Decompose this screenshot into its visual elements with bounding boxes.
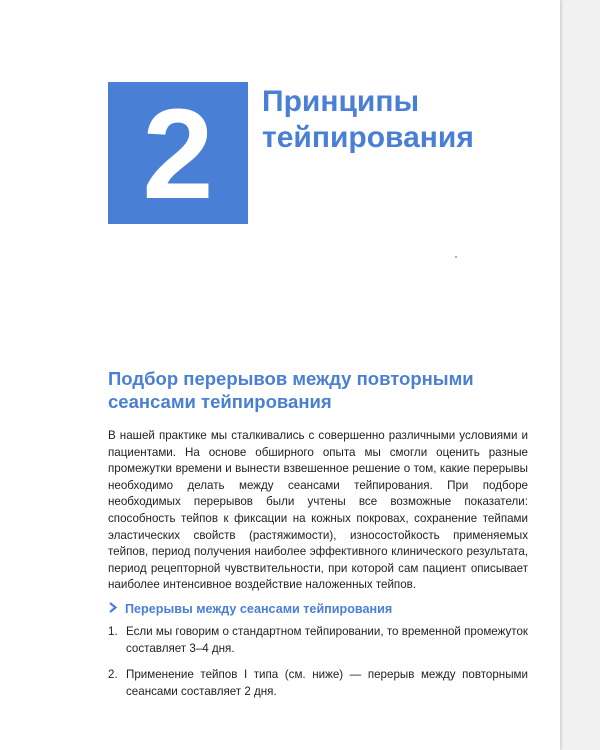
list-item-number: 1.: [108, 625, 118, 638]
chapter-title: [262, 84, 522, 156]
list-item: [108, 667, 528, 700]
list-item-text: Применение тейпов I типа (см. ниже) — перерыв между повторными сеансами составляет 2 дня.: [126, 668, 528, 698]
subsection-heading: [108, 601, 392, 617]
chevron-right-icon: [108, 601, 122, 617]
subsection-title: Перерывы между сеансами тейпирования: [125, 602, 393, 616]
chapter-title-line-2: тейпирования: [262, 121, 474, 154]
paragraph-text: В нашей практике мы сталкивались с совершенно различными условиями и пациентами. На основе обширного опыта мы смогли оценить разные промежутки времени и вынести взвешенное решение о том, какие перерывы необходимо делать между сеансами тейпирования. При подборе необходимых перерывов были учтены все возможные показатели: способность тейпов к фиксации на кожных покровах, сохранение тейпами эластических свойств (растяжимости), износостойкость применяемых тейпов, период получения наиболее эффективного клинического результата, период рецепторной чувствительности, при которой сам пациент описывает наиболее интенсивное воздействие наложенных тейпов.: [108, 429, 528, 592]
chapter-title-line-1: Принципы: [262, 85, 420, 118]
section-title: [108, 367, 528, 413]
section-title-line-1: Подбор перерывов между повторными: [108, 368, 474, 389]
section-title-line-2: сеансами тейпирования: [108, 391, 332, 412]
interval-list: [108, 624, 528, 710]
list-item-number: 2.: [108, 668, 118, 682]
chapter-number-box: [108, 82, 248, 224]
list-item: [108, 624, 528, 657]
list-item-text: Если мы говорим о стандартном тейпировании, то временной промежуток составляет 3–4 дня.: [126, 625, 528, 655]
chapter-number: 2: [142, 83, 214, 226]
section-paragraph: [108, 428, 528, 594]
page-speck: [455, 256, 457, 258]
